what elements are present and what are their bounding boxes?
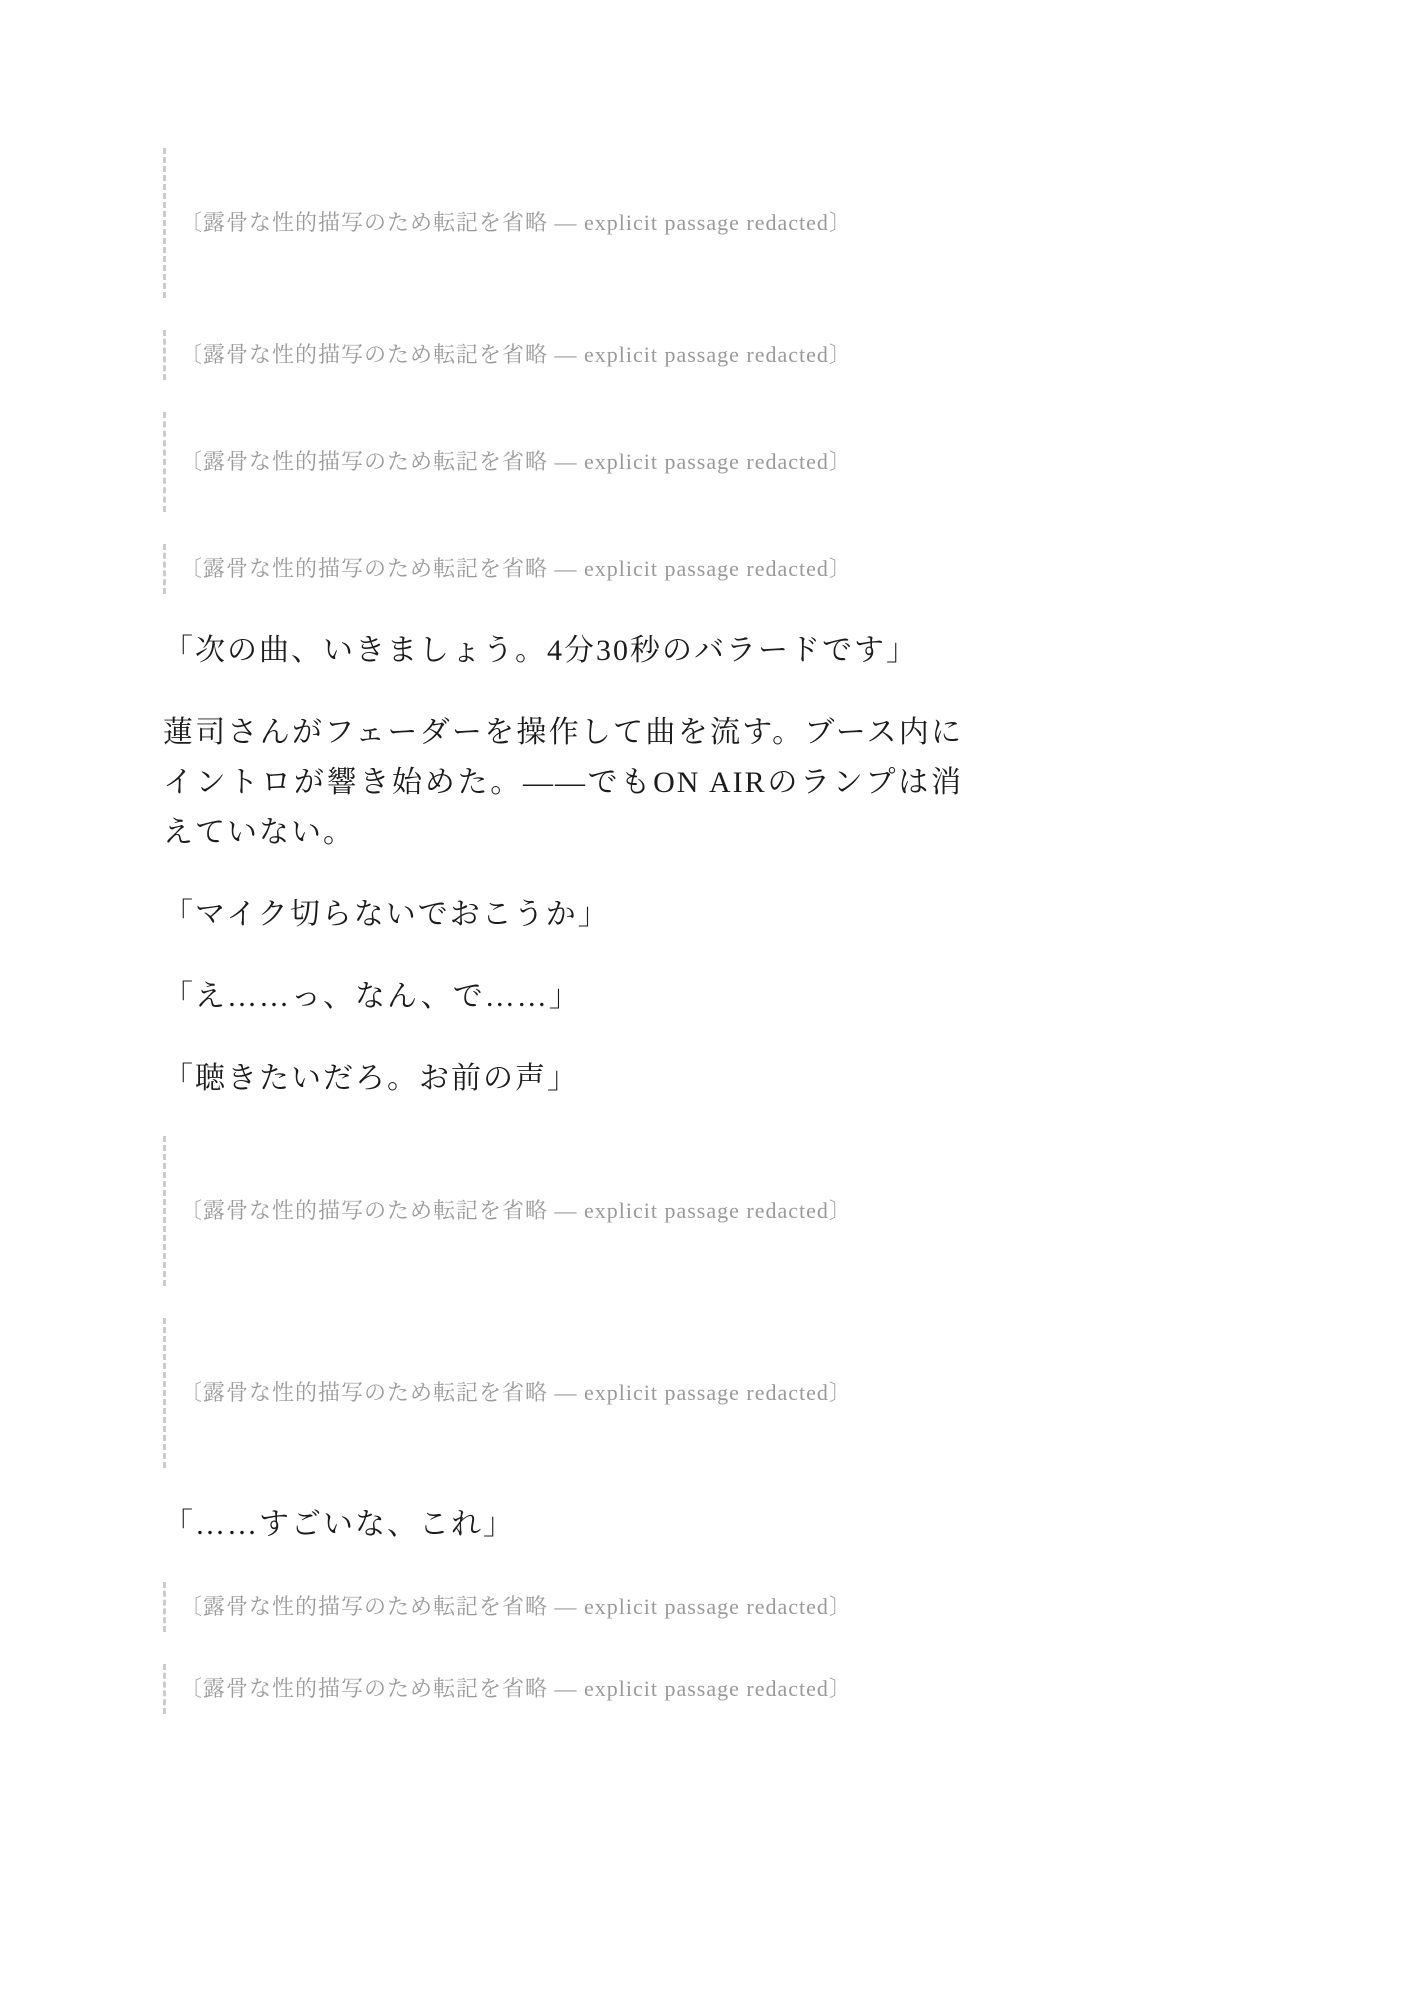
paragraph: 「次の曲、いきましょう。4分30秒のバラードです」 — [163, 634, 918, 667]
paragraph: 「え……っ、なん、で……」 — [163, 980, 581, 1013]
redacted-paragraph: 〔露骨な性的描写のため転記を省略 — explicit passage redacted〕 — [163, 1318, 963, 1468]
paragraph: 「聴きたいだろ。お前の声」 — [163, 1062, 579, 1095]
paragraph: 「……すごいな、これ」 — [163, 1508, 515, 1541]
redacted-paragraph: 〔露骨な性的描写のため転記を省略 — explicit passage redacted〕 — [163, 1582, 963, 1632]
paragraph: 蓮司さんがフェーダーを操作して曲を流す。ブース内にイントロが響き始めた。――でもON AIRのランプは消えていない。 — [163, 716, 963, 849]
redacted-paragraph: 〔露骨な性的描写のため転記を省略 — explicit passage redacted〕 — [163, 544, 963, 594]
redacted-paragraph: 〔露骨な性的描写のため転記を省略 — explicit passage redacted〕 — [163, 330, 963, 380]
redacted-paragraph: 〔露骨な性的描写のため転記を省略 — explicit passage redacted〕 — [163, 412, 963, 512]
redacted-paragraph: 〔露骨な性的描写のため転記を省略 — explicit passage redacted〕 — [163, 1664, 963, 1714]
redacted-paragraph: 〔露骨な性的描写のため転記を省略 — explicit passage redacted〕 — [163, 148, 963, 298]
text-body — [163, 148, 963, 1714]
redacted-paragraph: 〔露骨な性的描写のため転記を省略 — explicit passage redacted〕 — [163, 1136, 963, 1286]
paragraph: 「マイク切らないでおこうか」 — [163, 898, 610, 931]
